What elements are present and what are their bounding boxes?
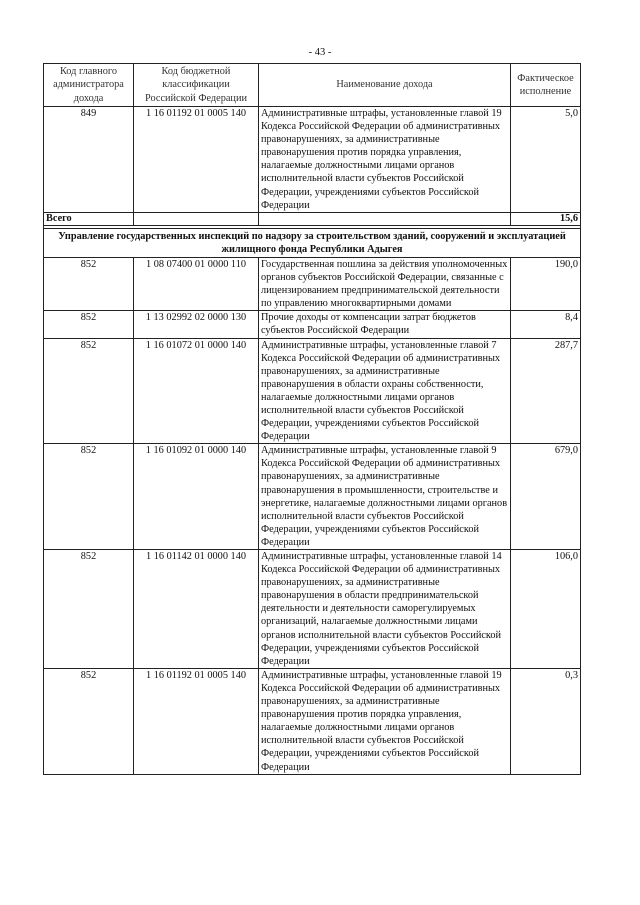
budget-code-cell: 1 16 01192 01 0005 140	[134, 668, 259, 774]
page-number: - 43 -	[308, 47, 332, 58]
table-row	[44, 311, 581, 338]
total-row	[44, 212, 581, 225]
income-name-cell: Административные штрафы, установленные главой 9 Кодекса Российской Федерации об административных правонарушениях, за административные правонарушения в промышленности, строительстве и энергетике, налагаемые должностными лицами органов исполнительной власти субъектов Российской Федерации, учреждениями субъектов Российской Федерации	[259, 444, 511, 550]
table-header-row	[44, 64, 581, 107]
total-empty-cell	[134, 212, 259, 225]
table-row	[44, 338, 581, 444]
income-name-cell: Административные штрафы, установленные главой 19 Кодекса Российской Федерации об административных правонарушениях, за административные правонарушения против порядка управления, налагаемые должностными лицами органов исполнительной власти субъектов Российской Федерации, учреждениями субъектов Российской Федерации	[259, 107, 511, 213]
amount-cell: 8,4	[511, 311, 581, 338]
amount-cell: 287,7	[511, 338, 581, 444]
total-label: Всего	[44, 212, 134, 225]
section-title: Управление государственных инспекций по надзору за строительством зданий, сооружений и эксплуатацией жилищного фонда Республики Адыгея	[44, 228, 581, 257]
table-row	[44, 668, 581, 774]
admin-code-cell: 852	[44, 550, 134, 669]
admin-code-cell: 852	[44, 338, 134, 444]
income-name-cell: Государственная пошлина за действия уполномоченных органов субъектов Российской Федерации, связанные с лицензированием предпринимательской деятельности по управлению многоквартирными домами	[259, 257, 511, 310]
admin-code-cell: 852	[44, 444, 134, 550]
section-row	[44, 228, 581, 257]
amount-cell: 190,0	[511, 257, 581, 310]
header-budget-code: Код бюджетной классификации Российской Федерации	[134, 64, 259, 107]
revenue-table	[43, 63, 581, 775]
amount-cell: 679,0	[511, 444, 581, 550]
budget-code-cell: 1 16 01192 01 0005 140	[134, 107, 259, 213]
amount-cell: 106,0	[511, 550, 581, 669]
income-name-cell: Административные штрафы, установленные главой 7 Кодекса Российской Федерации об административных правонарушениях, за административные правонарушения в области охраны собственности, налагаемые должностными лицами органов исполнительной власти субъектов Российской Федерации, учреждениями субъектов Российской Федерации	[259, 338, 511, 444]
amount-cell: 5,0	[511, 107, 581, 213]
admin-code-cell: 852	[44, 257, 134, 310]
table-row	[44, 107, 581, 213]
budget-code-cell: 1 16 01072 01 0000 140	[134, 338, 259, 444]
budget-code-cell: 1 08 07400 01 0000 110	[134, 257, 259, 310]
admin-code-cell: 852	[44, 311, 134, 338]
total-amount: 15,6	[511, 212, 581, 225]
table-row	[44, 444, 581, 550]
table-row	[44, 257, 581, 310]
amount-cell: 0,3	[511, 668, 581, 774]
budget-code-cell: 1 16 01092 01 0000 140	[134, 444, 259, 550]
income-name-cell: Административные штрафы, установленные главой 19 Кодекса Российской Федерации об административных правонарушениях, за административные правонарушения против порядка управления, налагаемые должностными лицами органов исполнительной власти субъектов Российской Федерации, учреждениями субъектов Российской Федерации	[259, 668, 511, 774]
header-income-name: Наименование дохода	[259, 64, 511, 107]
budget-code-cell: 1 16 01142 01 0000 140	[134, 550, 259, 669]
income-name-cell: Прочие доходы от компенсации затрат бюджетов субъектов Российской Федерации	[259, 311, 511, 338]
admin-code-cell: 849	[44, 107, 134, 213]
admin-code-cell: 852	[44, 668, 134, 774]
budget-code-cell: 1 13 02992 02 0000 130	[134, 311, 259, 338]
income-name-cell: Административные штрафы, установленные главой 14 Кодекса Российской Федерации об административных правонарушениях, за административные правонарушения в области предпринимательской деятельности и деятельности саморегулируемых организаций, налагаемые должностными лицами органов исполнительной власти субъектов Российской Федерации, учреждениями субъектов Российской Федерации	[259, 550, 511, 669]
total-empty-cell	[259, 212, 511, 225]
table-row	[44, 550, 581, 669]
header-actual-execution: Фактическое исполнение	[511, 64, 581, 107]
header-admin-code: Код главного администратора дохода	[44, 64, 134, 107]
